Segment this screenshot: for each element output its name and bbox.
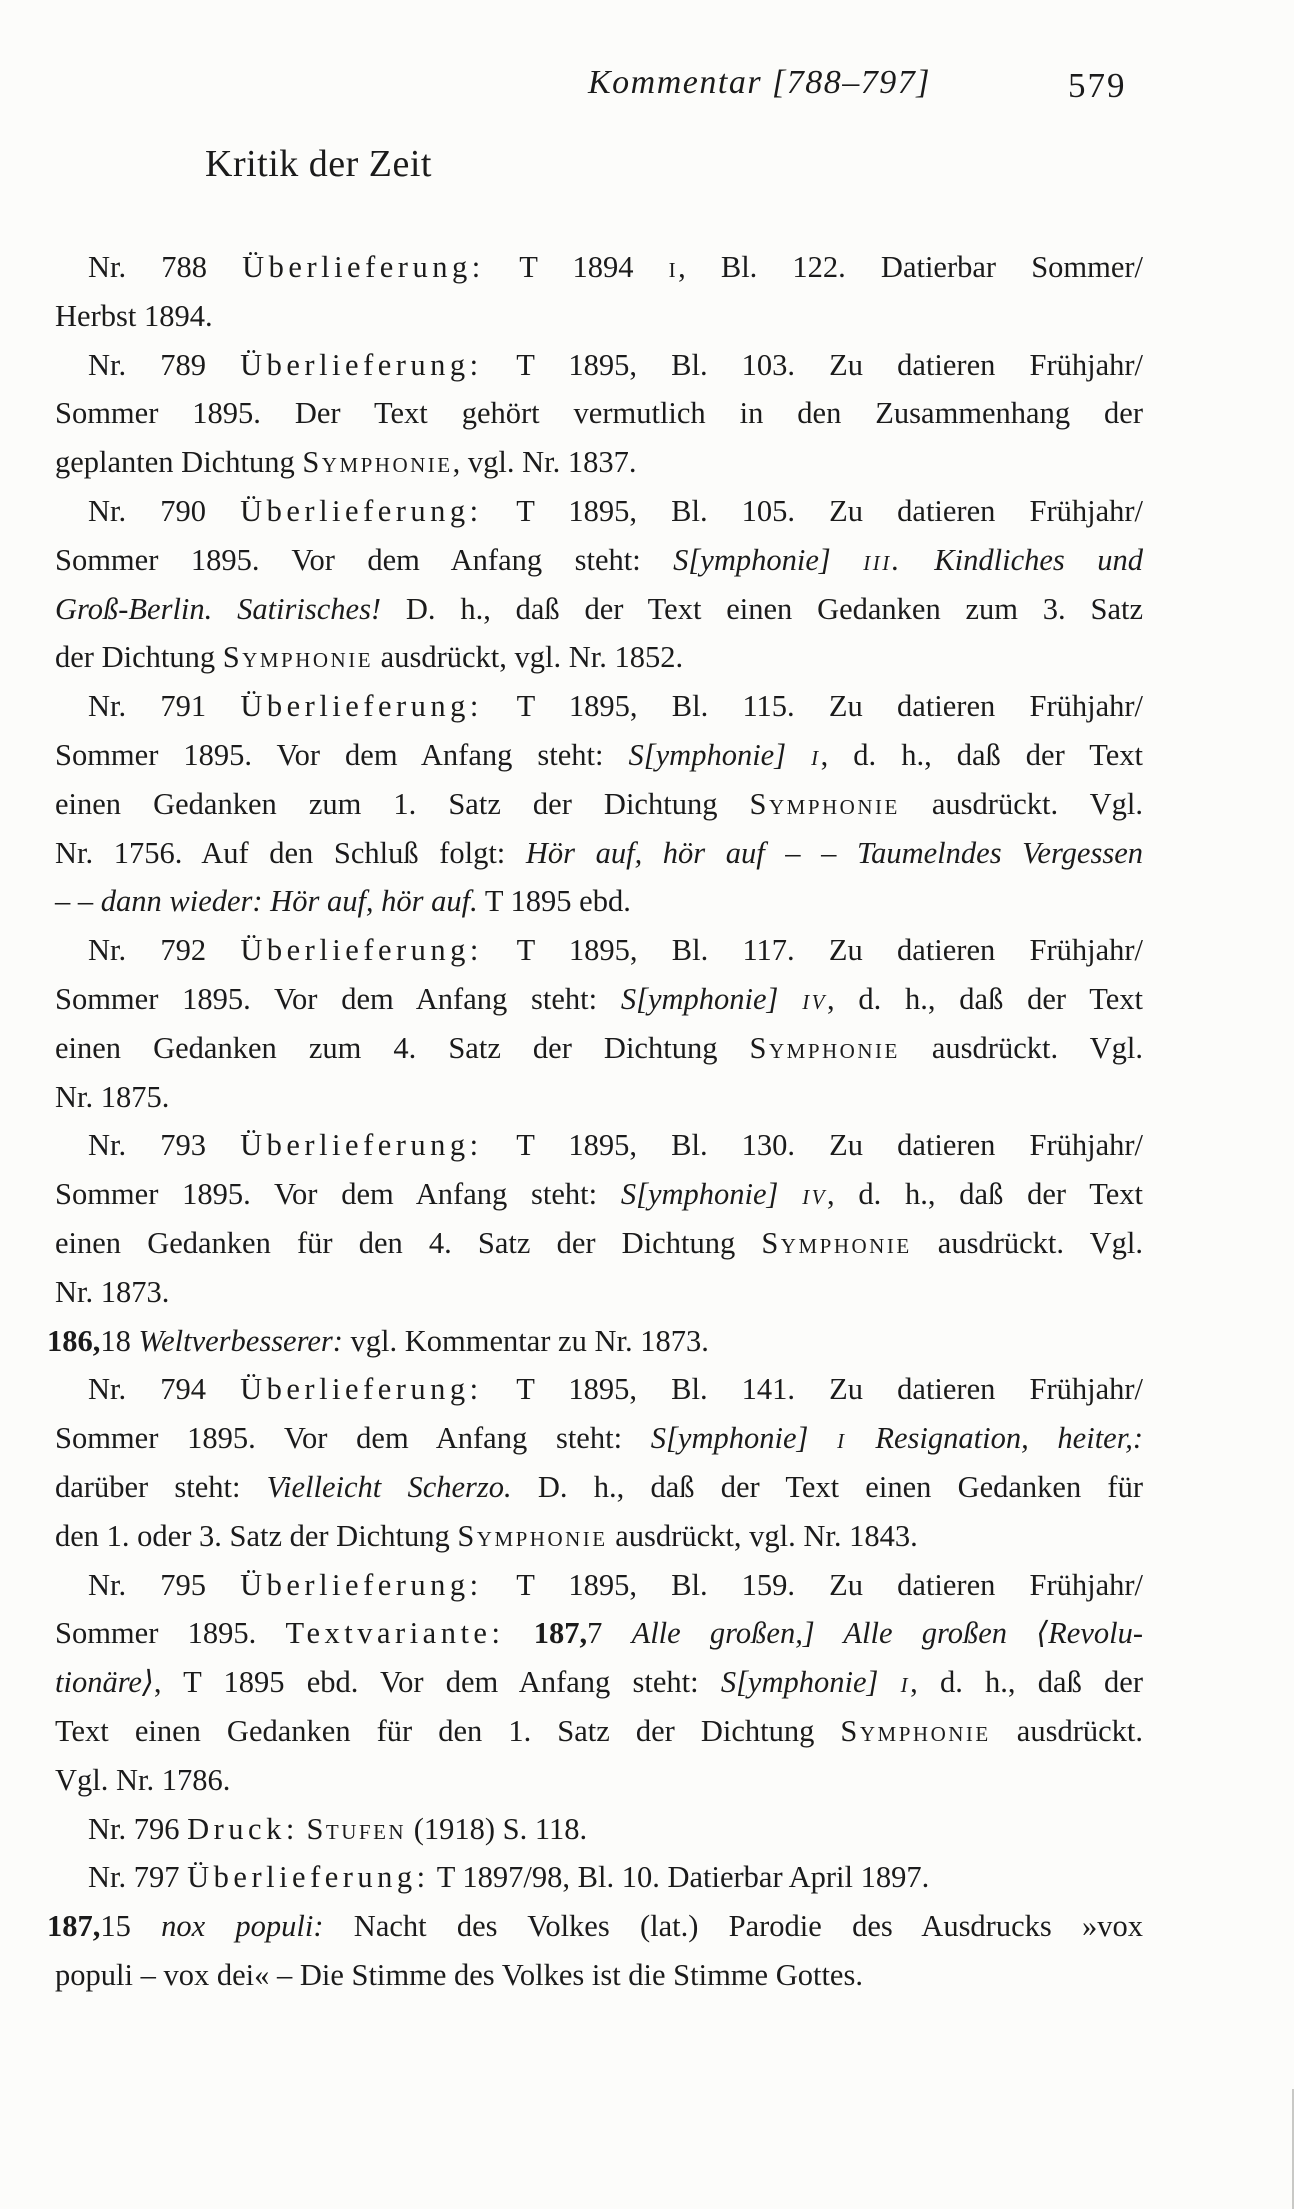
text-run: Kindliches und	[901, 542, 1143, 577]
text-run: T 1895, Bl. 105. Zu datieren Frühjahr/	[482, 493, 1143, 528]
text-run: Sommer 1895.	[55, 1616, 286, 1651]
text-run: T 1895 ebd.	[477, 884, 631, 919]
text-run: ausdrückt, vgl. Nr. 1843.	[607, 1518, 918, 1553]
text-run: Nr. 795	[88, 1567, 241, 1602]
text-run: Stufen	[306, 1811, 407, 1846]
text-run: einen Gedanken für den 4. Satz der Dichtung	[55, 1225, 762, 1260]
text-run: Symphonie	[457, 1518, 608, 1553]
text-line	[55, 1658, 1143, 1707]
text-run: Textvariante:	[285, 1616, 505, 1651]
text-line	[55, 829, 1143, 878]
text-line	[55, 877, 1143, 926]
text-run: Nr. 794	[88, 1372, 241, 1407]
text-run: Überlieferung:	[240, 1372, 483, 1407]
text-line	[55, 438, 1143, 487]
text-line	[55, 1853, 1143, 1902]
text-line	[55, 1219, 1143, 1268]
text-run: iv	[802, 981, 828, 1016]
text-line	[55, 487, 1143, 536]
text-line	[55, 975, 1143, 1024]
text-line	[55, 536, 1143, 585]
text-run: Nr. 789	[88, 347, 241, 382]
text-run: ausdrückt. Vgl.	[911, 1225, 1143, 1260]
text-line	[55, 389, 1143, 438]
text-run: (1918) S. 118.	[406, 1811, 588, 1846]
text-run: Sommer 1895. Vor dem Anfang steht:	[55, 1421, 651, 1456]
text-run: Symphonie	[761, 1225, 912, 1260]
text-run: einen Gedanken zum 1. Satz der Dichtung	[55, 786, 750, 821]
text-run: Nr. 788	[88, 250, 243, 284]
text-line	[55, 1414, 1143, 1463]
text-line	[47, 1317, 1143, 1366]
text-line	[55, 1073, 1143, 1122]
text-run: Überlieferung:	[240, 1567, 483, 1602]
text-run: den 1. oder 3. Satz der Dichtung	[55, 1518, 458, 1553]
text-line	[55, 1365, 1143, 1414]
body-text	[47, 243, 1144, 2000]
text-line	[55, 780, 1143, 829]
text-run: Nr. 791	[88, 689, 241, 724]
text-run: T 1894	[484, 250, 669, 284]
text-run: Sommer 1895. Vor dem Anfang steht:	[55, 542, 674, 577]
text-run: Weltverbesserer:	[138, 1323, 343, 1358]
text-line	[47, 1902, 1143, 1951]
text-run: , d. h., daß der Text	[827, 981, 1143, 1016]
text-run: populi – vox dei« – Die Stimme des Volkes ist die Stimme Gottes.	[55, 1957, 863, 1992]
text-run: Herbst 1894.	[55, 298, 213, 333]
text-line	[55, 1268, 1143, 1317]
text-run: Symphonie	[840, 1713, 991, 1748]
text-run: T 1895, Bl. 117. Zu datieren Frühjahr/	[482, 933, 1144, 968]
text-run: Nr. 792	[88, 933, 241, 968]
text-run: Sommer 1895. Vor dem Anfang steht:	[55, 1177, 621, 1212]
text-run: einen Gedanken zum 4. Satz der Dichtung	[55, 1030, 750, 1065]
text-run: T 1895, Bl. 115. Zu datieren Frühjahr/	[482, 689, 1144, 724]
text-run: geplanten Dichtung	[55, 445, 303, 480]
text-run: T 1895, Bl. 103. Zu datieren Frühjahr/	[482, 347, 1143, 382]
text-run: i	[811, 737, 821, 772]
text-line	[55, 633, 1143, 682]
text-run: S[ymphonie]	[673, 542, 864, 577]
text-run: Vielleicht Scherzo.	[266, 1469, 512, 1504]
text-run: Nr. 797	[88, 1860, 188, 1895]
text-run: Alle großen,] Alle großen ⟨Revolu-	[631, 1616, 1144, 1651]
text-run: D. h., daß der Text einen Gedanken für	[511, 1469, 1143, 1504]
text-run: T 1895, Bl. 141. Zu datieren Frühjahr/	[482, 1372, 1143, 1407]
text-run: , vgl. Nr. 1837.	[452, 445, 637, 480]
text-line	[55, 292, 1143, 341]
text-run: nox populi:	[161, 1909, 324, 1944]
text-run: Nr. 1873.	[55, 1274, 170, 1309]
text-run: vgl. Kommentar zu Nr. 1873.	[342, 1323, 709, 1358]
text-run: T 1895, Bl. 159. Zu datieren Frühjahr/	[482, 1567, 1143, 1602]
text-run: i	[668, 250, 679, 284]
text-run: , Bl. 122. Datierbar Sommer/	[678, 250, 1144, 284]
text-run: Überlieferung:	[240, 933, 483, 968]
text-line	[55, 1951, 1143, 2000]
text-line	[55, 1463, 1143, 1512]
text-run: Sommer 1895. Vor dem Anfang steht:	[55, 737, 629, 772]
text-run: 7	[587, 1616, 632, 1651]
text-run: iii.	[863, 542, 902, 577]
text-run: – – dann wieder: Hör auf, hör auf.	[55, 884, 478, 919]
text-run	[504, 1616, 533, 1650]
text-run: i	[900, 1665, 911, 1700]
text-run: Symphonie	[749, 1030, 900, 1065]
text-run: ausdrückt.	[990, 1713, 1143, 1748]
text-run: Resignation, heiter,:	[846, 1421, 1143, 1456]
text-run: darüber steht:	[55, 1469, 267, 1504]
text-run: S[ymphonie]	[650, 1421, 838, 1456]
text-line	[55, 1756, 1143, 1805]
text-line	[55, 1561, 1143, 1610]
text-line	[55, 341, 1143, 390]
text-line	[55, 1805, 1143, 1854]
text-line	[55, 1121, 1143, 1170]
text-line	[55, 1512, 1143, 1561]
text-line	[55, 243, 1143, 292]
text-run: Text einen Gedanken für den 1. Satz der Dichtung	[55, 1713, 841, 1748]
text-run: tionäre⟩	[55, 1665, 154, 1700]
text-line	[55, 926, 1143, 975]
text-run: Überlieferung:	[242, 250, 485, 284]
text-run: S[ymphonie]	[620, 981, 803, 1016]
text-run: Vgl. Nr. 1786.	[55, 1762, 231, 1797]
text-run: Druck:	[187, 1811, 299, 1846]
text-line	[55, 682, 1143, 731]
text-run: Sommer 1895. Vor dem Anfang steht:	[55, 981, 621, 1016]
text-run: S[ymphonie]	[720, 1665, 901, 1700]
text-run: Überlieferung:	[240, 1128, 483, 1163]
text-run: 15	[100, 1909, 162, 1944]
running-header-title: Kommentar [788–797]	[588, 64, 932, 101]
text-run: Überlieferung:	[240, 493, 483, 528]
text-run: iv	[802, 1177, 828, 1212]
text-run: T 1895, Bl. 130. Zu datieren Frühjahr/	[482, 1128, 1143, 1163]
text-run: ausdrückt, vgl. Nr. 1852.	[373, 640, 684, 675]
text-run: Hör auf, hör auf – – Taumelndes Vergessen	[525, 835, 1143, 870]
text-run: ausdrückt. Vgl.	[899, 1030, 1143, 1065]
text-run: Nr. 1875.	[55, 1079, 170, 1114]
text-run: 18	[100, 1323, 139, 1358]
section-heading: Kritik der Zeit	[205, 143, 432, 185]
text-line	[55, 585, 1143, 634]
text-line	[55, 731, 1143, 780]
text-line	[55, 1170, 1143, 1219]
text-run: 186,	[47, 1323, 101, 1358]
text-run: , d. h., daß der Text	[820, 737, 1143, 772]
text-run: S[ymphonie]	[628, 737, 812, 772]
text-run: Symphonie	[302, 445, 453, 480]
text-run: , T 1895 ebd. Vor dem Anfang steht:	[153, 1665, 721, 1700]
text-run: Sommer 1895. Der Text gehört vermutlich in den Zusammenhang der	[55, 396, 1143, 431]
text-run: Symphonie	[222, 640, 374, 675]
text-run: Überlieferung:	[240, 689, 483, 724]
text-run: Überlieferung:	[240, 347, 483, 382]
text-run: 187,	[47, 1909, 101, 1944]
text-run: Nacht des Volkes (lat.) Parodie des Ausdrucks »vox	[323, 1909, 1144, 1944]
text-run: 187,	[533, 1616, 588, 1651]
text-run: D. h., daß der Text einen Gedanken zum 3. Satz	[381, 591, 1143, 626]
text-line	[55, 1609, 1143, 1658]
text-run: , d. h., daß der Text	[827, 1177, 1143, 1212]
text-run: Nr. 790	[88, 493, 241, 528]
text-run: Symphonie	[749, 786, 900, 821]
text-run: i	[837, 1421, 847, 1456]
text-run: ausdrückt. Vgl.	[899, 786, 1143, 821]
text-run: der Dichtung	[55, 640, 223, 675]
text-line	[55, 1024, 1143, 1073]
text-run: T 1897/98, Bl. 10. Datierbar April 1897.	[429, 1860, 930, 1895]
text-run: Nr. 1756. Auf den Schluß folgt:	[55, 835, 526, 870]
text-run: Groß-Berlin. Satirisches!	[55, 591, 382, 626]
text-run: Nr. 793	[88, 1128, 241, 1163]
page-number: 579	[1068, 66, 1127, 105]
text-run: , d. h., daß der	[910, 1665, 1143, 1700]
text-run: S[ymphonie]	[620, 1177, 803, 1212]
text-line	[55, 1707, 1143, 1756]
text-run: Überlieferung:	[187, 1860, 430, 1895]
text-run: Nr. 796	[88, 1811, 188, 1846]
